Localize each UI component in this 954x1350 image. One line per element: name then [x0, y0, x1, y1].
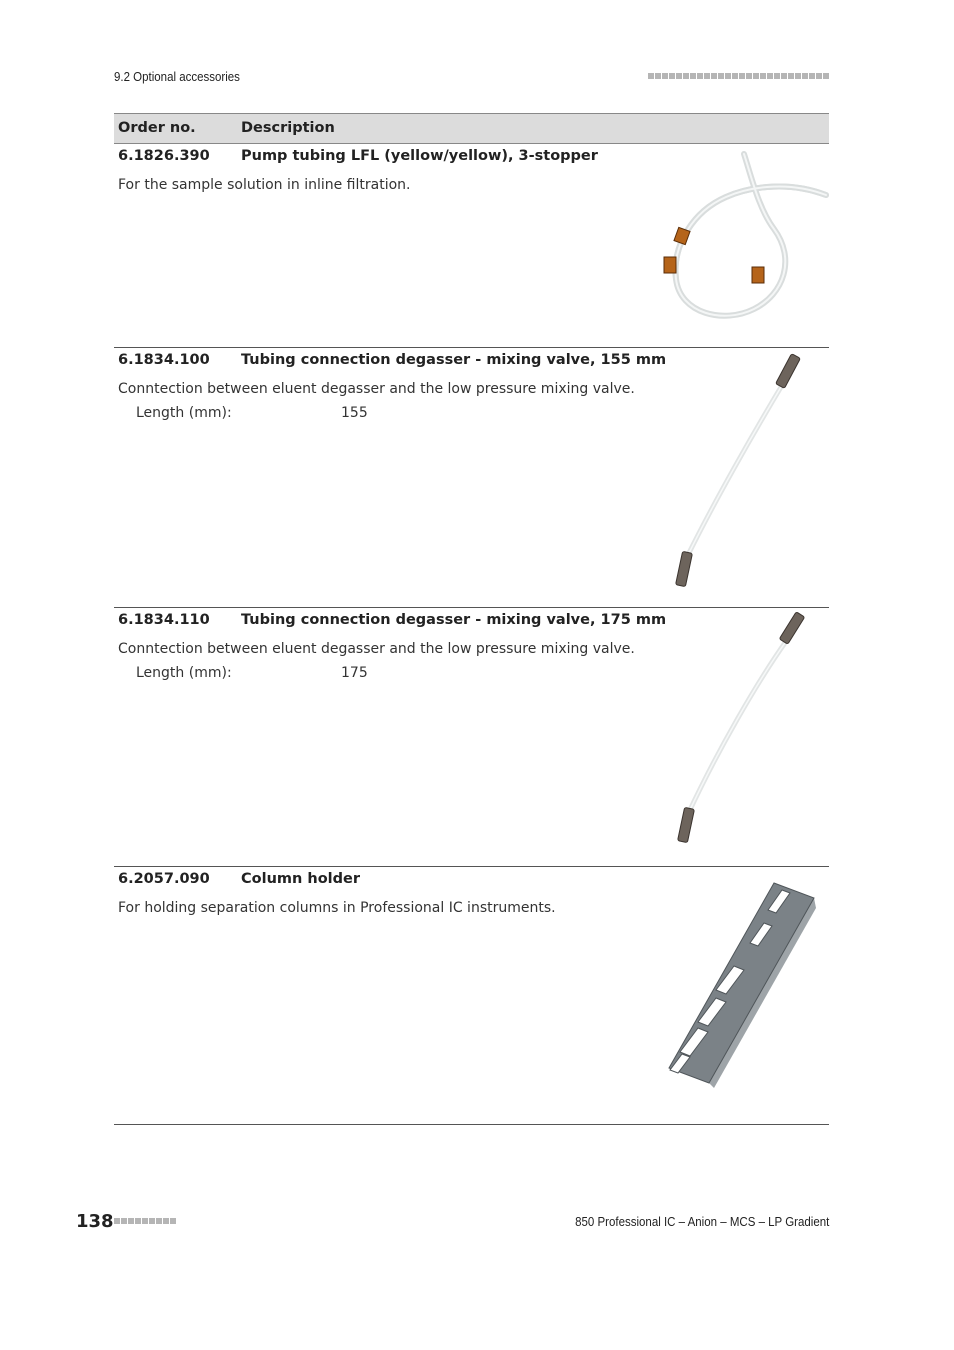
document-title: 850 Professional IC – Anion – MCS – LP Gradient — [574, 1215, 829, 1229]
page-number: 138 — [76, 1211, 114, 1232]
stopper-3 — [752, 267, 764, 283]
item-title: Column holder — [241, 871, 360, 887]
column-description: Description — [241, 120, 335, 136]
property-label: Length (mm): — [136, 665, 232, 681]
property-value: 175 — [341, 665, 368, 681]
fitting-top — [779, 612, 804, 644]
tubing-connection-image — [659, 612, 829, 852]
item-title: Tubing connection degasser - mixing valve, 155 mm — [241, 352, 667, 368]
table-bottom-rule — [114, 1124, 829, 1125]
property-label: Length (mm): — [136, 405, 232, 421]
fitting-bottom — [678, 807, 695, 842]
order-number: 6.2057.090 — [118, 871, 210, 887]
item-title: Tubing connection degasser - mixing valve, 175 mm — [241, 612, 667, 628]
accessory-item — [114, 866, 829, 1124]
accessory-item — [114, 143, 829, 347]
column-order-no: Order no. — [118, 120, 196, 136]
item-description: For the sample solution in inline filtration. — [118, 177, 411, 193]
tubing-connection-image — [659, 352, 829, 592]
item-description: For holding separation columns in Professional IC instruments. — [118, 900, 556, 916]
stopper-2 — [664, 257, 676, 273]
item-description: Conntection between eluent degasser and the low pressure mixing valve. — [118, 381, 635, 397]
item-description: Conntection between eluent degasser and the low pressure mixing valve. — [118, 641, 635, 657]
section-title: 9.2 Optional accessories — [114, 70, 240, 84]
header-dots — [648, 73, 829, 79]
order-number: 6.1826.390 — [118, 148, 210, 164]
fitting-top — [776, 354, 801, 389]
row-divider — [114, 866, 829, 867]
accessory-item — [114, 607, 829, 866]
pump-tubing-image — [654, 149, 834, 334]
item-title: Pump tubing LFL (yellow/yellow), 3-stopper — [241, 148, 598, 164]
footer-dots — [114, 1218, 176, 1224]
order-number: 6.1834.110 — [118, 612, 210, 628]
table-header — [114, 113, 829, 144]
fitting-bottom — [676, 551, 693, 586]
row-divider — [114, 607, 829, 608]
column-holder-image — [664, 878, 834, 1098]
property-value: 155 — [341, 405, 368, 421]
accessory-item — [114, 347, 829, 607]
row-divider — [114, 347, 829, 348]
order-number: 6.1834.100 — [118, 352, 210, 368]
